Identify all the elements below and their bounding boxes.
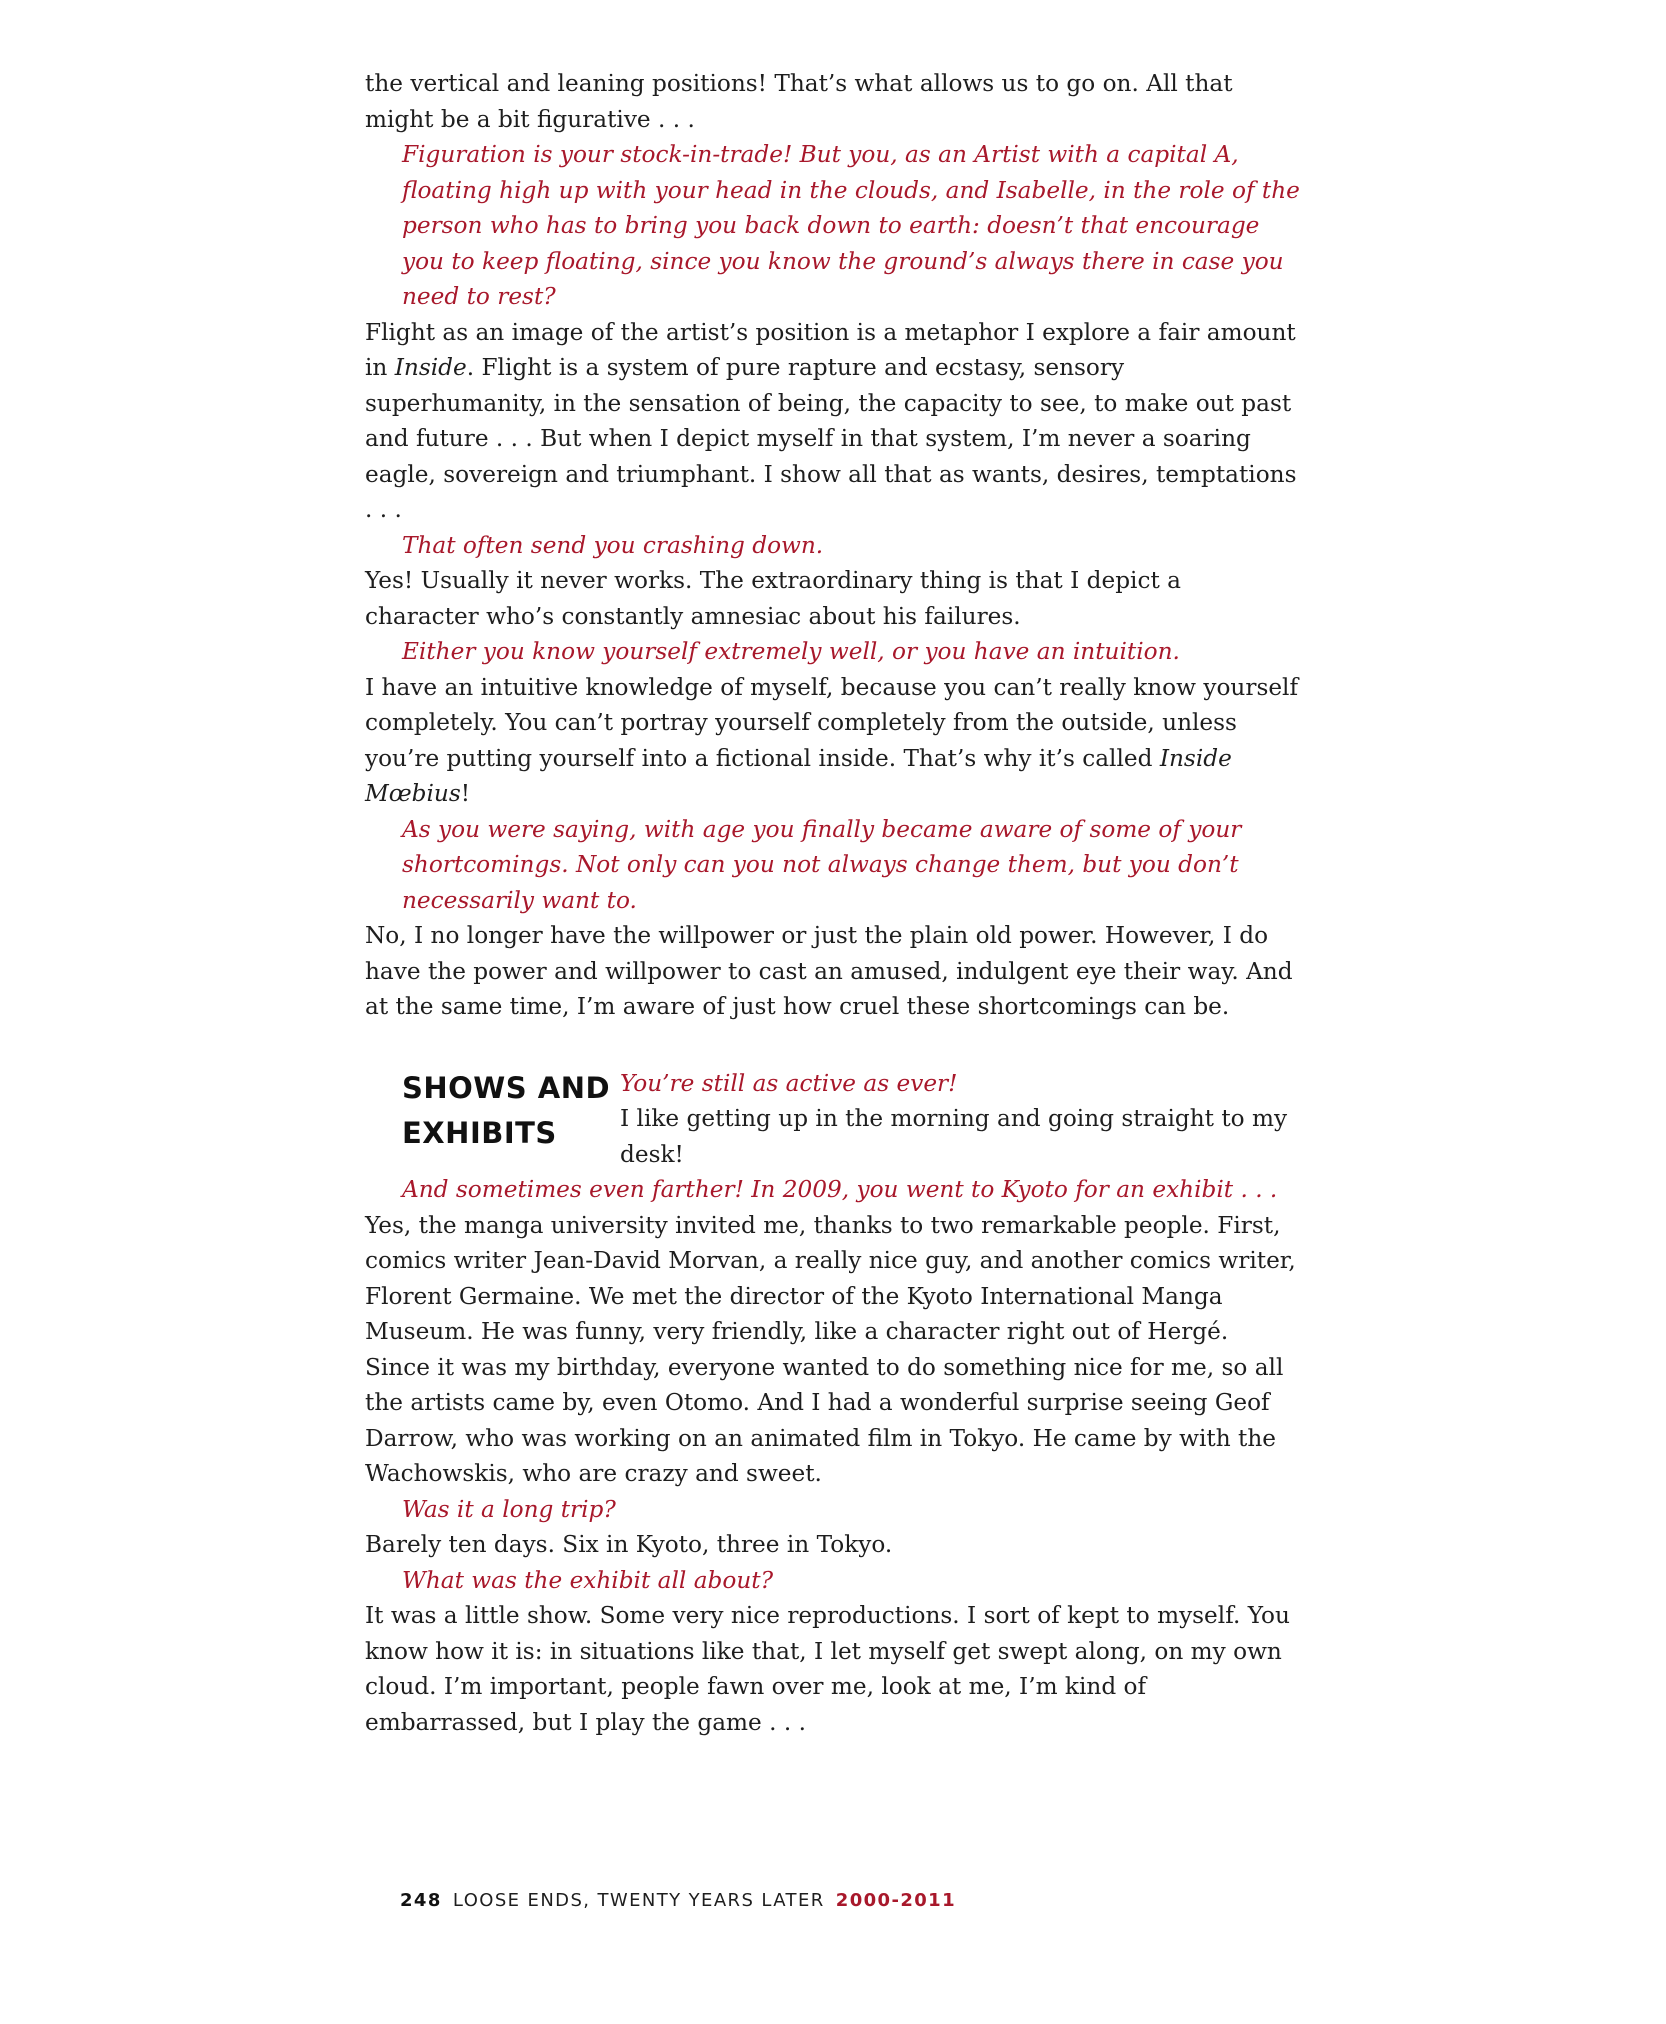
answer-paragraph: Yes, the manga university invited me, thanks to two remarkable people. First, comics writer Jean-David Morvan, a really nice guy, and another comics writer, Florent Germaine. We met the director of the Kyoto International Manga Museum. He was funny, very friendly, like a character right out of Hergé. Since it was my birthday, everyone wanted to do something nice for me, so all the artists came by, even Otomo. And I had a wonderful surprise seeing Geof Darrow, who was working on an animated film in Tokyo. He came by with the Wachowskis, who are crazy and sweet. [365, 1211, 1296, 1487]
answer-paragraph: No, I no longer have the willpower or just the plain old power. However, I do have the power and willpower to cast an amused, indulgent eye their way. And at the same time, I’m aware of just how cruel these shortcomings can be. [365, 922, 1293, 1020]
answer-paragraph: I like getting up in the morning and going straight to my desk! [620, 1105, 1288, 1168]
question-paragraph: What was the exhibit all about? [402, 1566, 773, 1594]
question-paragraph: That often send you crashing down. [402, 531, 824, 559]
chapter-years: 2000-2011 [835, 1890, 957, 1911]
section-heading: SHOWS AND EXHIBITS [402, 1070, 611, 1150]
question-paragraph: Figuration is your stock-in-trade! But you, as an Artist with a capital A, floating high up with your head in the clouds, and Isabelle, in the role of the person who has to bring you back down to earth: doesn’t that encourage you to keep floating, since you know the ground’s always there in case you need to rest? [402, 141, 1300, 310]
question-paragraph: As you were saying, with age you finally became aware of some of your shortcomings. Not only can you not always change them, but you don’t necessarily want to. [402, 815, 1242, 914]
answer-paragraph [365, 670, 1300, 812]
answer-paragraph [365, 315, 1300, 528]
question-paragraph: Was it a long trip? [402, 1495, 616, 1523]
question-paragraph: And sometimes even farther! In 2009, you went to Kyoto for an exhibit . . . [402, 1176, 1278, 1203]
text-column [365, 66, 1300, 1740]
answer-text: I have an intuitive knowledge of myself, because you can’t really know yourself completely. You can’t portray yourself completely from the outside, unless you’re putting yourself into a fictional inside. That’s why it’s called [365, 673, 1299, 772]
answer-text: Flight as an image of the artist’s position is a metaphor I explore a fair amount in [365, 318, 1296, 381]
section-shows-and-exhibits [365, 1066, 1300, 1173]
section-intro [620, 1066, 1300, 1173]
page-number: 248 [400, 1890, 442, 1911]
answer-paragraph: Yes! Usually it never works. The extraordinary thing is that I depict a character who’s constantly amnesiac about his failures. [365, 567, 1181, 630]
answer-paragraph: Barely ten days. Six in Kyoto, three in Tokyo. [365, 1531, 893, 1558]
answer-text: ! [460, 780, 471, 807]
question-paragraph: You’re still as active as ever! [620, 1069, 958, 1097]
book-title-inside-moebius: Inside Mœbius [365, 744, 1232, 807]
book-title-inside: Inside [394, 354, 467, 381]
answer-text: . Flight is a system of pure rapture and ecstasy, sensory superhumanity, in the sensation of being, the capacity to see, to make out past and future . . . But when I depict myself in that system, I’m never a soaring eagle, sovereign and triumphant. I show all that as wants, desires, temptations . . . [365, 354, 1297, 523]
chapter-title: LOOSE ENDS, TWENTY YEARS LATER [452, 1890, 825, 1911]
answer-paragraph: It was a little show. Some very nice reproductions. I sort of kept to myself. You know how it is: in situations like that, I let myself get swept along, on my own cloud. I’m important, people fawn over me, look at me, I’m kind of embarrassed, but I play the game . . . [365, 1602, 1290, 1736]
running-footer [400, 1890, 956, 1911]
answer-paragraph: the vertical and leaning positions! That’s what allows us to go on. All that might be a bit figurative . . . [365, 70, 1233, 133]
question-paragraph: Either you know yourself extremely well, or you have an intuition. [402, 638, 1180, 665]
